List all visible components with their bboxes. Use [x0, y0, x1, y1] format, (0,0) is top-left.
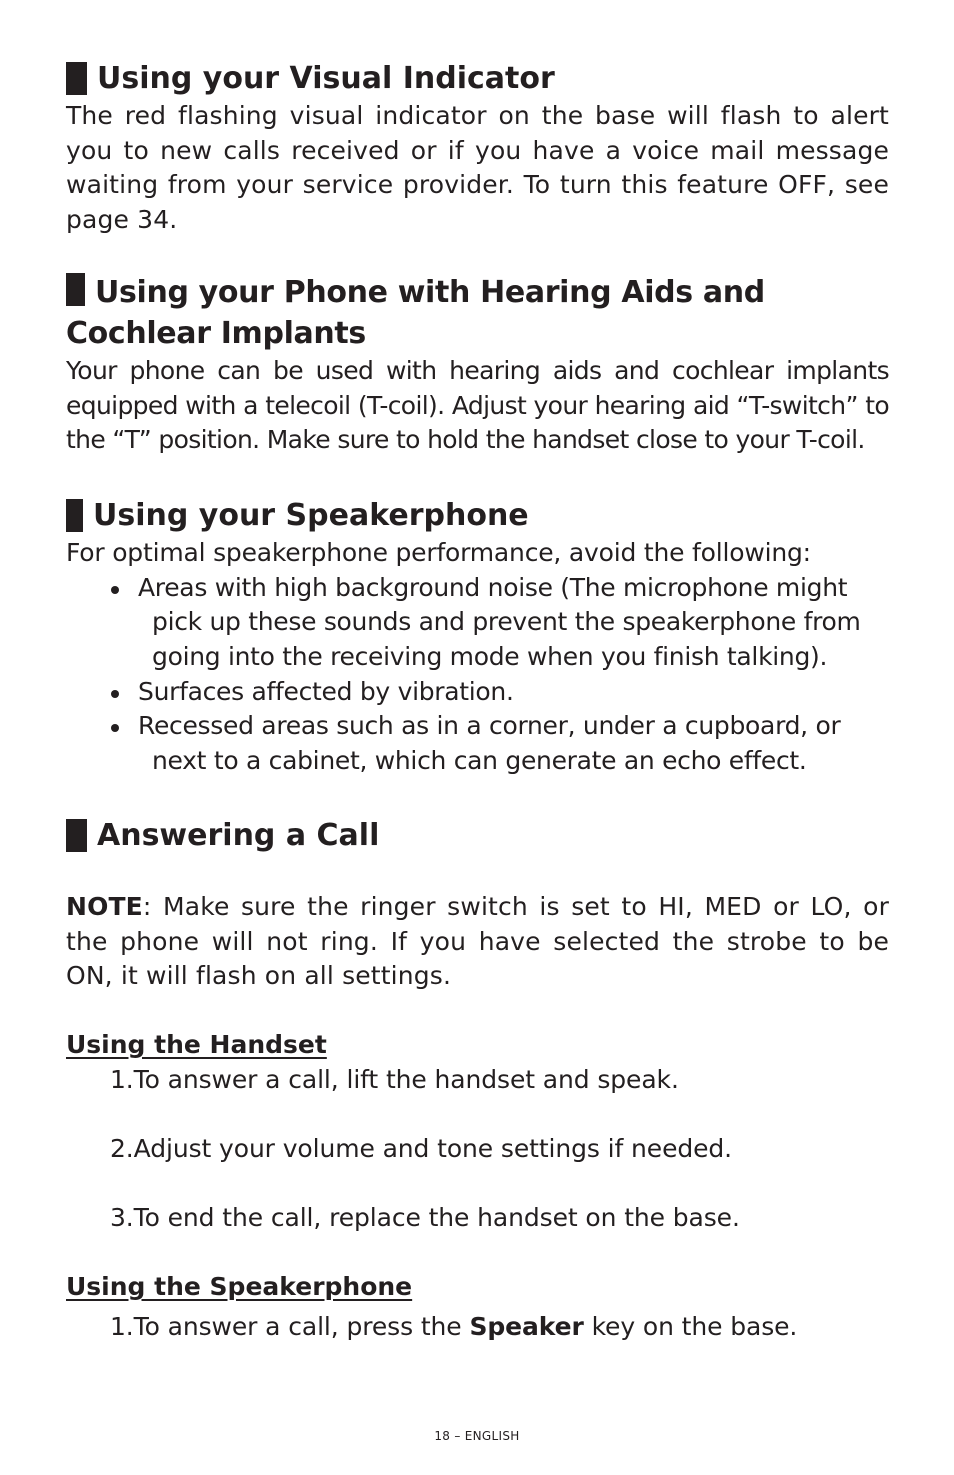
section-heading-speakerphone [66, 495, 889, 536]
bullet-icon [111, 724, 119, 732]
list-item [66, 571, 889, 675]
speakerphone-avoid-list [66, 571, 889, 779]
bullet-icon [111, 586, 119, 594]
section-heading-visual-indicator [66, 58, 889, 99]
hearing-aids-paragraph: Your phone can be used with hearing aids and cochlear implants equipped with a telecoil (T-coil). Adjust your hearing aid “T-switch” to the “T” position. Make sure to hold the handset close to your T-coil. [66, 355, 889, 455]
section-heading-answering-a-call [66, 815, 889, 856]
list-item [66, 709, 889, 778]
step-text: key on the base. [583, 1311, 798, 1341]
using-speakerphone-subheading: Using the Speakerphone [66, 1272, 413, 1302]
speaker-key-label: Speaker [469, 1311, 584, 1341]
heading-marker-icon [66, 499, 83, 532]
speakerphone-intro: For optimal speakerphone performance, avoid the following: [66, 537, 811, 567]
step-text: 1.To answer a call, press the [110, 1311, 470, 1341]
bullet-icon [111, 690, 119, 698]
note-label: NOTE [66, 891, 143, 921]
note-text: : Make sure the ringer switch is set to HI, MED or LO, or the phone will not ring. If you have selected the strobe to be ON, it will flash on all settings. [66, 891, 889, 991]
page-footer: 18 – ENGLISH [434, 1429, 520, 1443]
heading-marker-icon [66, 273, 85, 306]
using-handset-subheading: Using the Handset [66, 1029, 327, 1059]
list-item [66, 1310, 889, 1345]
handset-steps [66, 1063, 889, 1236]
heading-text: Using your Speakerphone [93, 497, 529, 533]
heading-marker-icon [66, 819, 87, 852]
heading-text: Answering a Call [97, 817, 380, 853]
manual-page [66, 58, 889, 1345]
ringer-note [66, 890, 889, 994]
list-item: 2.Adjust your volume and tone settings if needed. [110, 1134, 733, 1164]
speakerphone-steps [66, 1310, 889, 1345]
list-item-text: Areas with high background noise (The microphone might pick up these sounds and prevent the speakerphone from going into the receiving mode when you finish talking). [138, 572, 861, 672]
heading-text: Using your Visual Indicator [97, 61, 555, 96]
list-item: 1.To answer a call, lift the handset and speak. [110, 1064, 679, 1094]
list-item: 3.To end the call, replace the handset on the base. [110, 1203, 740, 1233]
list-item [66, 675, 889, 710]
heading-marker-icon [66, 62, 87, 95]
list-item-text: Surfaces affected by vibration. [138, 676, 514, 706]
list-item-text: Recessed areas such as in a corner, under a cupboard, or next to a cabinet, which can generate an echo effect. [138, 711, 841, 776]
visual-indicator-paragraph: The red flashing visual indicator on the base will flash to alert you to new calls received or if you have a voice mail message waiting from your service provider. To turn this feature OFF, see page 34. [66, 101, 889, 235]
heading-text: Using your Phone with Hearing Aids and Cochlear Implants [66, 274, 765, 351]
section-heading-hearing-aids [66, 272, 889, 354]
